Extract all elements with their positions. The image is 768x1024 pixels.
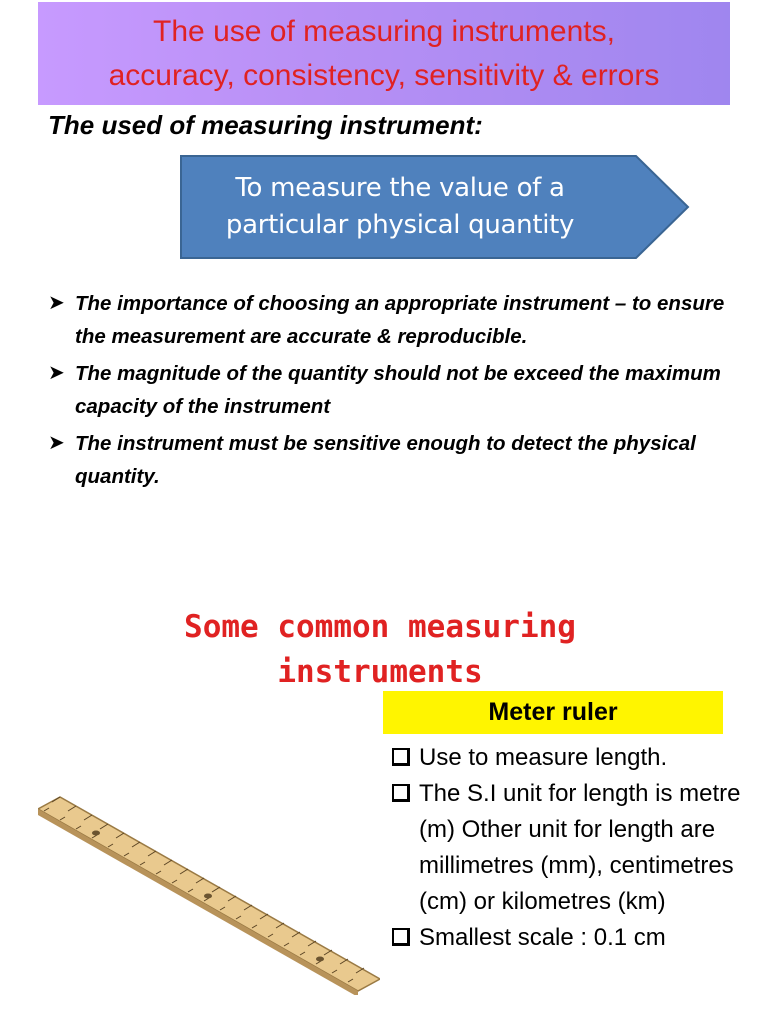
meter-ruler-facts	[392, 740, 762, 956]
checkbox-bullet-icon	[392, 928, 410, 946]
title-line-2: accuracy, consistency, sensitivity & errors	[108, 58, 660, 92]
arrow-bullet-icon: ➤	[48, 292, 65, 314]
checkbox-bullet-icon	[392, 748, 410, 766]
title-banner	[38, 2, 730, 105]
section-title-line-2: instruments	[277, 654, 483, 690]
arrow-bullet-icon: ➤	[48, 432, 65, 454]
importance-list	[46, 287, 746, 497]
arrow-bullet-icon: ➤	[48, 362, 65, 384]
list-item: ➤ The magnitude of the quantity should not be exceed the maximum capacity of the instrument	[46, 357, 746, 423]
list-item: The S.I unit for length is metre (m) Other unit for length are millimetres (mm), centimetres (cm) or kilometres (km)	[392, 776, 762, 920]
list-item: Use to measure length.	[392, 740, 762, 776]
list-item: Smallest scale : 0.1 cm	[392, 920, 762, 956]
section-title	[130, 605, 630, 695]
section-title-line-1: Some common measuring	[184, 609, 576, 645]
list-item: ➤ The importance of choosing an appropriate instrument – to ensure the measurement are accurate & reproducible.	[46, 287, 746, 353]
arrow-line-2: particular physical quantity	[225, 210, 575, 240]
arrow-text	[190, 170, 610, 244]
meter-ruler-image	[38, 795, 380, 995]
title-line-1: The use of measuring instruments,	[153, 14, 615, 48]
arrow-line-1: To measure the value of a	[235, 173, 565, 203]
subheading: The used of measuring instrument:	[48, 110, 483, 140]
list-item: ➤ The instrument must be sensitive enough to detect the physical quantity.	[46, 427, 746, 493]
instrument-label: Meter ruler	[383, 691, 723, 734]
checkbox-bullet-icon	[392, 784, 410, 802]
